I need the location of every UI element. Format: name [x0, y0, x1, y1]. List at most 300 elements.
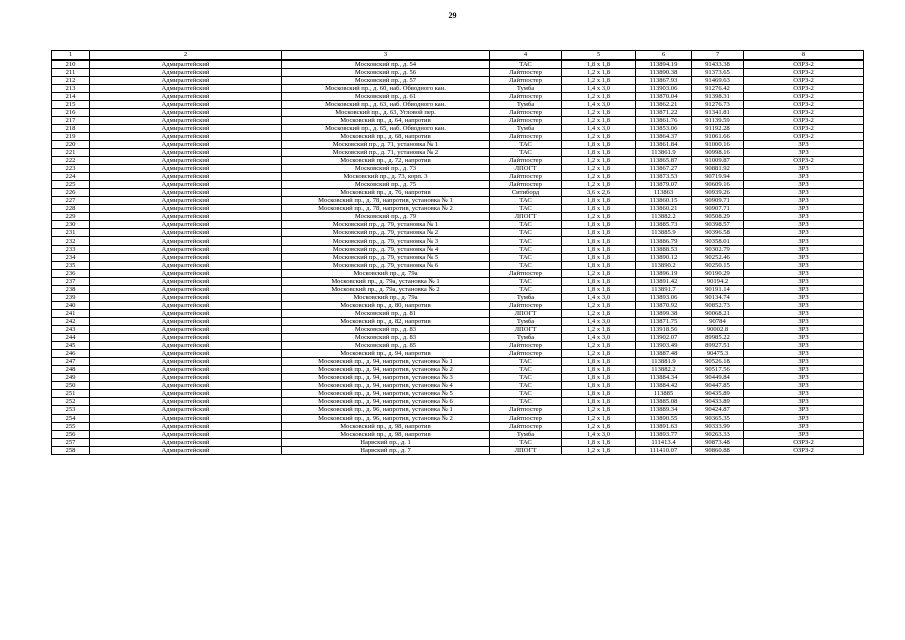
- cell-zone: ЗРЗ: [744, 406, 864, 414]
- cell-zone: ЗРЗ: [744, 245, 864, 253]
- cell-address: Московский пр., д. 79: [282, 213, 490, 221]
- table-row: [52, 148, 864, 156]
- cell-row-number: 256: [52, 430, 90, 438]
- column-header-1: 1: [52, 51, 90, 60]
- cell-coord-y: 90398.57: [692, 221, 744, 229]
- cell-structure-type: Тумба: [490, 317, 562, 325]
- cell-row-number: 227: [52, 197, 90, 205]
- cell-size: 1,8 х 1,8: [562, 285, 636, 293]
- cell-district: Адмиралтейский: [90, 293, 282, 301]
- cell-size: 1,8 х 1,8: [562, 374, 636, 382]
- cell-district: Адмиралтейский: [90, 269, 282, 277]
- cell-district: Адмиралтейский: [90, 181, 282, 189]
- cell-structure-type: ТАС: [490, 261, 562, 269]
- cell-zone: ОЗРЗ-2: [744, 157, 864, 165]
- cell-row-number: 249: [52, 374, 90, 382]
- cell-structure-type: ТАС: [490, 148, 562, 156]
- cell-zone: ЗРЗ: [744, 197, 864, 205]
- cell-address: Московский пр., д. 76, напротив: [282, 189, 490, 197]
- cell-structure-type: Тумба: [490, 334, 562, 342]
- cell-coord-y: 91000.16: [692, 140, 744, 148]
- cell-row-number: 220: [52, 140, 90, 148]
- cell-coord-y: 91373.65: [692, 68, 744, 76]
- cell-structure-type: ЛПОГТ: [490, 446, 562, 454]
- cell-district: Адмиралтейский: [90, 157, 282, 165]
- cell-coord-x: 113865.87: [636, 157, 692, 165]
- cell-zone: ОЗРЗ-2: [744, 116, 864, 124]
- cell-address: Московский пр., д. 79а: [282, 269, 490, 277]
- cell-size: 1,8 х 1,8: [562, 366, 636, 374]
- cell-structure-type: Тумба: [490, 84, 562, 92]
- table-row: [52, 197, 864, 205]
- table-row: [52, 309, 864, 317]
- column-header-8: 8: [744, 51, 864, 60]
- table-row: [52, 277, 864, 285]
- cell-district: Адмиралтейский: [90, 100, 282, 108]
- cell-row-number: 211: [52, 68, 90, 76]
- table-row: [52, 366, 864, 374]
- cell-zone: ЗРЗ: [744, 285, 864, 293]
- cell-structure-type: ТАС: [490, 358, 562, 366]
- cell-zone: ЗРЗ: [744, 390, 864, 398]
- cell-address: Московский пр., д. 98, напротив: [282, 422, 490, 430]
- cell-district: Адмиралтейский: [90, 398, 282, 406]
- table-row: [52, 237, 864, 245]
- cell-zone: ОЗРЗ-2: [744, 100, 864, 108]
- cell-district: Адмиралтейский: [90, 350, 282, 358]
- cell-structure-type: Лайтпостер: [490, 301, 562, 309]
- cell-coord-x: 113853.06: [636, 124, 692, 132]
- cell-zone: ЗРЗ: [744, 398, 864, 406]
- cell-coord-y: 90508.29: [692, 213, 744, 221]
- cell-structure-type: Тумба: [490, 100, 562, 108]
- cell-address: Московский пр., д. 63, наб. Обводного кан.: [282, 100, 490, 108]
- cell-address: Московский пр., д. 73, корп. 3: [282, 173, 490, 181]
- cell-address: Московский пр., д. 94, напротив, установка № 6: [282, 398, 490, 406]
- cell-row-number: 247: [52, 358, 90, 366]
- table-row: [52, 430, 864, 438]
- cell-size: 1,8 х 1,8: [562, 197, 636, 205]
- cell-coord-x: 113891.63: [636, 422, 692, 430]
- cell-coord-x: 113896.19: [636, 269, 692, 277]
- cell-structure-type: ТАС: [490, 237, 562, 245]
- cell-structure-type: Лайтпостер: [490, 342, 562, 350]
- cell-coord-y: 90475.3: [692, 350, 744, 358]
- cell-size: 1,8 х 1,8: [562, 390, 636, 398]
- cell-size: 1,8 х 1,8: [562, 382, 636, 390]
- table-row: [52, 285, 864, 293]
- table-row: [52, 205, 864, 213]
- cell-structure-type: ТАС: [490, 374, 562, 382]
- cell-address: Московский пр., д. 78, напротив, установка № 1: [282, 197, 490, 205]
- cell-address: Московский пр., д. 94, напротив, установка № 2: [282, 366, 490, 374]
- table-row: [52, 213, 864, 221]
- cell-coord-y: 90873.48: [692, 438, 744, 446]
- table-row: [52, 157, 864, 165]
- cell-size: 1,8 х 1,8: [562, 398, 636, 406]
- cell-size: 1,8 х 1,8: [562, 237, 636, 245]
- cell-zone: ЗРЗ: [744, 277, 864, 285]
- cell-coord-y: 90194.2: [692, 277, 744, 285]
- cell-size: 1,2 х 1,8: [562, 414, 636, 422]
- cell-zone: ОЗРЗ-2: [744, 132, 864, 140]
- cell-zone: ЗРЗ: [744, 165, 864, 173]
- cell-zone: ОЗРЗ-2: [744, 84, 864, 92]
- cell-coord-y: 90881.92: [692, 165, 744, 173]
- cell-structure-type: Лайтпостер: [490, 406, 562, 414]
- cell-zone: ЗРЗ: [744, 221, 864, 229]
- cell-coord-y: 90302.79: [692, 245, 744, 253]
- cell-coord-x: 113882.2: [636, 213, 692, 221]
- cell-size: 1,2 х 1,8: [562, 309, 636, 317]
- cell-zone: ЗРЗ: [744, 334, 864, 342]
- cell-coord-y: 90860.88: [692, 446, 744, 454]
- cell-coord-y: 91276.42: [692, 84, 744, 92]
- cell-structure-type: Тумба: [490, 430, 562, 438]
- cell-address: Московский пр., д. 68, напротив: [282, 132, 490, 140]
- cell-address: Московский пр., д. 63, Угловой пер.: [282, 108, 490, 116]
- cell-row-number: 231: [52, 229, 90, 237]
- cell-district: Адмиралтейский: [90, 366, 282, 374]
- page-number: 29: [448, 11, 457, 20]
- cell-structure-type: ТАС: [490, 277, 562, 285]
- cell-row-number: 222: [52, 157, 90, 165]
- cell-size: 1,4 х 3,0: [562, 430, 636, 438]
- cell-size: 1,4 х 3,0: [562, 124, 636, 132]
- cell-structure-type: ТАС: [490, 221, 562, 229]
- cell-size: 1,8 х 1,8: [562, 277, 636, 285]
- cell-coord-x: 113887.48: [636, 350, 692, 358]
- cell-coord-y: 90719.94: [692, 173, 744, 181]
- cell-size: 1,2 х 1,8: [562, 301, 636, 309]
- cell-size: 1,8 х 1,8: [562, 229, 636, 237]
- cell-address: Московский пр., д. 79, установка № 5: [282, 253, 490, 261]
- cell-district: Адмиралтейский: [90, 116, 282, 124]
- cell-district: Адмиралтейский: [90, 205, 282, 213]
- cell-district: Адмиралтейский: [90, 213, 282, 221]
- cell-size: 1,8 х 1,8: [562, 245, 636, 253]
- cell-address: Московский пр., д. 79а, установка № 2: [282, 285, 490, 293]
- cell-structure-type: ТАС: [490, 438, 562, 446]
- cell-district: Адмиралтейский: [90, 76, 282, 84]
- cell-coord-y: 90358.01: [692, 237, 744, 245]
- cell-coord-x: 113902.07: [636, 334, 692, 342]
- cell-district: Адмиралтейский: [90, 165, 282, 173]
- cell-coord-x: 113885: [636, 390, 692, 398]
- cell-row-number: 236: [52, 269, 90, 277]
- cell-structure-type: Лайтпостер: [490, 181, 562, 189]
- cell-coord-x: 113871.75: [636, 317, 692, 325]
- table-row: [52, 261, 864, 269]
- cell-zone: ЗРЗ: [744, 261, 864, 269]
- cell-structure-type: Лайтпостер: [490, 422, 562, 430]
- cell-structure-type: Лайтпостер: [490, 92, 562, 100]
- cell-coord-y: 89985.22: [692, 334, 744, 342]
- column-header-7: 7: [692, 51, 744, 60]
- cell-size: 1,8 х 1,8: [562, 438, 636, 446]
- cell-coord-x: 113870.04: [636, 92, 692, 100]
- cell-address: Московский пр., д. 96, напротив, установка № 1: [282, 406, 490, 414]
- cell-zone: ЗРЗ: [744, 253, 864, 261]
- cell-coord-y: 90939.26: [692, 189, 744, 197]
- cell-zone: ЗРЗ: [744, 173, 864, 181]
- cell-coord-x: 113867.27: [636, 165, 692, 173]
- cell-district: Адмиралтейский: [90, 108, 282, 116]
- cell-zone: ОЗРЗ-2: [744, 76, 864, 84]
- column-header-4: 4: [490, 51, 562, 60]
- cell-row-number: 240: [52, 301, 90, 309]
- cell-coord-x: 113870.92: [636, 301, 692, 309]
- cell-district: Адмиралтейский: [90, 285, 282, 293]
- cell-district: Адмиралтейский: [90, 261, 282, 269]
- cell-zone: ЗРЗ: [744, 309, 864, 317]
- table-body: [52, 60, 864, 455]
- cell-coord-y: 90784: [692, 317, 744, 325]
- cell-row-number: 229: [52, 213, 90, 221]
- table-row: [52, 317, 864, 325]
- cell-address: Московский пр., д. 94, напротив, установка № 3: [282, 374, 490, 382]
- cell-address: Московский пр., д. 80, напротив: [282, 301, 490, 309]
- cell-district: Адмиралтейский: [90, 309, 282, 317]
- cell-size: 1,2 х 1,8: [562, 92, 636, 100]
- cell-address: Московский пр., д. 57: [282, 76, 490, 84]
- cell-row-number: 234: [52, 253, 90, 261]
- cell-size: 1,2 х 1,8: [562, 173, 636, 181]
- cell-address: Московский пр., д. 64, напротив: [282, 116, 490, 124]
- cell-coord-y: 91433.38: [692, 60, 744, 69]
- cell-district: Адмиралтейский: [90, 68, 282, 76]
- table-row: [52, 406, 864, 414]
- cell-address: Московский пр., д. 78, напротив, установка № 2: [282, 205, 490, 213]
- cell-coord-x: 113860.21: [636, 205, 692, 213]
- cell-address: Нарвский пр., д. 7: [282, 446, 490, 454]
- cell-structure-type: Лайтпостер: [490, 68, 562, 76]
- cell-district: Адмиралтейский: [90, 446, 282, 454]
- table-row: [52, 390, 864, 398]
- table-row: [52, 374, 864, 382]
- table-row: [52, 301, 864, 309]
- cell-address: Московский пр., д. 79а, установка № 1: [282, 277, 490, 285]
- cell-row-number: 253: [52, 406, 90, 414]
- cell-coord-x: 113890.38: [636, 68, 692, 76]
- cell-zone: ОЗРЗ-2: [744, 124, 864, 132]
- cell-coord-y: 90002.8: [692, 326, 744, 334]
- column-header-5: 5: [562, 51, 636, 60]
- cell-row-number: 230: [52, 221, 90, 229]
- cell-district: Адмиралтейский: [90, 229, 282, 237]
- cell-structure-type: Лайтпостер: [490, 414, 562, 422]
- cell-structure-type: Ситиборд: [490, 189, 562, 197]
- cell-row-number: 251: [52, 390, 90, 398]
- cell-structure-type: ТАС: [490, 285, 562, 293]
- cell-row-number: 223: [52, 165, 90, 173]
- cell-coord-x: 113861.76: [636, 116, 692, 124]
- cell-coord-y: 90250.15: [692, 261, 744, 269]
- cell-structure-type: ТАС: [490, 60, 562, 69]
- cell-coord-x: 113888.53: [636, 245, 692, 253]
- cell-structure-type: ТАС: [490, 366, 562, 374]
- cell-size: 1,2 х 1,8: [562, 446, 636, 454]
- cell-zone: ЗРЗ: [744, 269, 864, 277]
- cell-coord-y: 90909.71: [692, 197, 744, 205]
- cell-zone: ОЗРЗ-2: [744, 446, 864, 454]
- cell-coord-x: 113918.56: [636, 326, 692, 334]
- cell-row-number: 246: [52, 350, 90, 358]
- table-row: [52, 181, 864, 189]
- cell-row-number: 244: [52, 334, 90, 342]
- cell-row-number: 210: [52, 60, 90, 69]
- cell-zone: ЗРЗ: [744, 350, 864, 358]
- cell-row-number: 250: [52, 382, 90, 390]
- cell-address: Московский пр., д. 82, напротив: [282, 317, 490, 325]
- cell-district: Адмиралтейский: [90, 245, 282, 253]
- cell-size: 1,8 х 1,8: [562, 148, 636, 156]
- cell-district: Адмиралтейский: [90, 334, 282, 342]
- table-row: [52, 269, 864, 277]
- cell-zone: ЗРЗ: [744, 382, 864, 390]
- cell-structure-type: ТАС: [490, 253, 562, 261]
- cell-structure-type: ЛПОГТ: [490, 326, 562, 334]
- cell-district: Адмиралтейский: [90, 221, 282, 229]
- cell-district: Адмиралтейский: [90, 60, 282, 69]
- cell-address: Московский пр., д. 85: [282, 342, 490, 350]
- cell-address: Московский пр., д. 60, наб. Обводного кан.: [282, 84, 490, 92]
- cell-structure-type: ТАС: [490, 398, 562, 406]
- cell-coord-y: 90263.33: [692, 430, 744, 438]
- cell-district: Адмиралтейский: [90, 173, 282, 181]
- cell-row-number: 239: [52, 293, 90, 301]
- cell-row-number: 221: [52, 148, 90, 156]
- cell-address: Нарвский пр., д. 1: [282, 438, 490, 446]
- cell-district: Адмиралтейский: [90, 358, 282, 366]
- table-row: [52, 438, 864, 446]
- column-header-2: 2: [90, 51, 282, 60]
- cell-row-number: 215: [52, 100, 90, 108]
- cell-structure-type: ЛПОГТ: [490, 309, 562, 317]
- cell-district: Адмиралтейский: [90, 124, 282, 132]
- cell-address: Московский пр., д. 98, напротив: [282, 430, 490, 438]
- cell-row-number: 213: [52, 84, 90, 92]
- cell-address: Московский пр., д. 79, установка № 2: [282, 229, 490, 237]
- cell-district: Адмиралтейский: [90, 84, 282, 92]
- cell-size: 1,2 х 1,8: [562, 116, 636, 124]
- cell-coord-y: 91276.73: [692, 100, 744, 108]
- cell-row-number: 241: [52, 309, 90, 317]
- cell-address: Московский пр., д. 94, напротив: [282, 350, 490, 358]
- cell-structure-type: ТАС: [490, 140, 562, 148]
- cell-coord-y: 90068.21: [692, 309, 744, 317]
- cell-size: 1,8 х 1,8: [562, 253, 636, 261]
- cell-row-number: 238: [52, 285, 90, 293]
- table-row: [52, 116, 864, 124]
- cell-coord-x: 113894.19: [636, 60, 692, 69]
- cell-coord-x: 113885.08: [636, 398, 692, 406]
- cell-coord-y: 90449.84: [692, 374, 744, 382]
- table-row: [52, 334, 864, 342]
- table-row: [52, 350, 864, 358]
- cell-structure-type: Лайтпостер: [490, 173, 562, 181]
- cell-zone: ЗРЗ: [744, 430, 864, 438]
- cell-district: Адмиралтейский: [90, 430, 282, 438]
- cell-coord-x: 113903.06: [636, 84, 692, 92]
- cell-address: Московский пр., д. 79, установка № 3: [282, 237, 490, 245]
- cell-size: 1,8 х 1,8: [562, 205, 636, 213]
- cell-coord-y: 90433.89: [692, 398, 744, 406]
- cell-coord-y: 90424.87: [692, 406, 744, 414]
- cell-coord-y: 90526.18: [692, 358, 744, 366]
- cell-structure-type: Тумба: [490, 124, 562, 132]
- cell-size: 1,4 х 3,0: [562, 334, 636, 342]
- table-row: [52, 165, 864, 173]
- cell-size: 1,2 х 1,8: [562, 213, 636, 221]
- cell-size: 1,2 х 1,8: [562, 406, 636, 414]
- cell-coord-y: 90190.29: [692, 269, 744, 277]
- cell-row-number: 232: [52, 237, 90, 245]
- table-row: [52, 140, 864, 148]
- cell-address: Московский пр., д. 83: [282, 326, 490, 334]
- cell-coord-y: 90609.16: [692, 181, 744, 189]
- cell-structure-type: ТАС: [490, 197, 562, 205]
- cell-row-number: 248: [52, 366, 90, 374]
- cell-size: 1,8 х 1,8: [562, 261, 636, 269]
- table-row: [52, 76, 864, 84]
- cell-size: 1,2 х 1,8: [562, 157, 636, 165]
- cell-coord-y: 90333.99: [692, 422, 744, 430]
- cell-size: 1,2 х 1,8: [562, 76, 636, 84]
- cell-coord-y: 91469.63: [692, 76, 744, 84]
- cell-coord-y: 90252.46: [692, 253, 744, 261]
- registry-table: [51, 50, 864, 455]
- cell-address: Московский пр., д. 79а: [282, 293, 490, 301]
- cell-coord-y: 90191.14: [692, 285, 744, 293]
- cell-district: Адмиралтейский: [90, 326, 282, 334]
- cell-coord-x: 113884.42: [636, 382, 692, 390]
- table-row: [52, 358, 864, 366]
- cell-zone: ЗРЗ: [744, 317, 864, 325]
- cell-address: Московский пр., д. 94, напротив, установка № 1: [282, 358, 490, 366]
- table-row: [52, 60, 864, 69]
- cell-zone: ЗРЗ: [744, 229, 864, 237]
- cell-district: Адмиралтейский: [90, 253, 282, 261]
- cell-row-number: 226: [52, 189, 90, 197]
- cell-size: 1,4 х 3,0: [562, 84, 636, 92]
- cell-structure-type: ТАС: [490, 205, 562, 213]
- cell-zone: ЗРЗ: [744, 374, 864, 382]
- cell-structure-type: Лайтпостер: [490, 108, 562, 116]
- cell-size: 1,8 х 1,8: [562, 358, 636, 366]
- cell-row-number: 228: [52, 205, 90, 213]
- cell-coord-x: 113891.42: [636, 277, 692, 285]
- cell-zone: ОЗРЗ-2: [744, 108, 864, 116]
- cell-row-number: 252: [52, 398, 90, 406]
- cell-coord-y: 91341.81: [692, 108, 744, 116]
- cell-structure-type: ТАС: [490, 245, 562, 253]
- cell-size: 1,4 х 3,0: [562, 317, 636, 325]
- cell-coord-y: 91061.66: [692, 132, 744, 140]
- cell-address: Московский пр., д. 56: [282, 68, 490, 76]
- cell-address: Московский пр., д. 61: [282, 92, 490, 100]
- cell-size: 1,2 х 1,8: [562, 350, 636, 358]
- cell-district: Адмиралтейский: [90, 92, 282, 100]
- cell-row-number: 216: [52, 108, 90, 116]
- cell-zone: ЗРЗ: [744, 326, 864, 334]
- cell-zone: ЗРЗ: [744, 205, 864, 213]
- cell-coord-x: 113860.15: [636, 197, 692, 205]
- cell-zone: ЗРЗ: [744, 366, 864, 374]
- cell-row-number: 214: [52, 92, 90, 100]
- table-row: [52, 124, 864, 132]
- cell-row-number: 219: [52, 132, 90, 140]
